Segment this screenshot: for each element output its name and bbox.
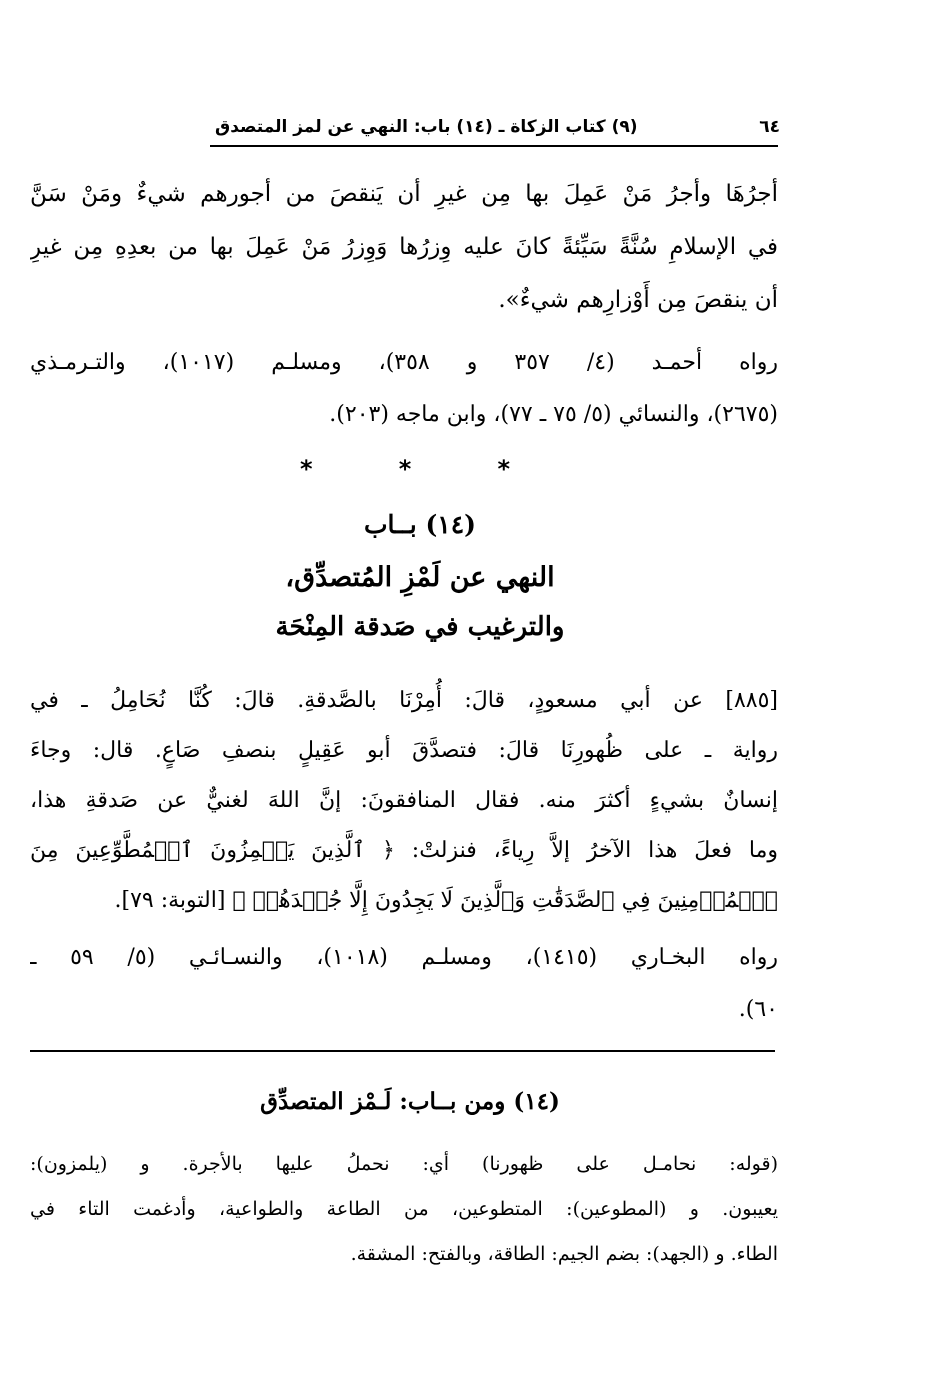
source-citation-2	[30, 932, 778, 1036]
citation-line: رواه أحمـد (٤/ ٣٥٧ و ٣٥٨)، ومسلـم (١٠١٧)، والتـرمـذي	[30, 350, 778, 375]
source-citation-1	[30, 337, 778, 441]
hadith-continuation	[30, 168, 778, 327]
footnote-commentary	[30, 1142, 778, 1277]
citation-line: رواه البخـاري (١٤١٥)، ومسلـم (١٠١٨)، والنسـائـي (٥/ ٥٩ ـ	[30, 945, 778, 970]
footnote-line: الطاء. و (الجهد): بضم الجيم: الطاقة، وبالفتح: المشقة.	[350, 1243, 778, 1265]
running-header	[215, 110, 780, 144]
text-line: إنسانٌ بشيءٍ أكثرَ منه. فقال المنافقونَ: إنَّ اللهَ لغنيٌّ عن صَدقةِ هذا،	[30, 788, 778, 813]
running-title: (٩) كتاب الزكاة ـ (١٤) باب: النهي عن لمز المتصدق	[215, 117, 638, 137]
text-line: أن ينقصَ مِن أَوْزارِهم شيءٌ».	[498, 287, 778, 313]
star-glyph: *	[497, 455, 510, 483]
footnote-line: (قوله: نحامـل على ظهورنا) أي: نحملُ عليها بالأجرة. و (يلمزون):	[30, 1153, 778, 1175]
citation-line: (٢٦٧٥)، والنسائي (٥/ ٧٥ ـ ٧٧)، وابن ماجه (٢٠٣).	[329, 402, 778, 427]
text-line-quran: وما فعلَ هذا الآخرُ إلاَّ رِياءً، فنزلتْ: ﴿ ٱلَّذِينَ يَلۡمِزُونَ ٱلۡمُطَّوِّعِينَ مِنَ	[30, 838, 778, 863]
citation-line: ٦٠).	[738, 997, 778, 1022]
chapter-title-line-2: والترغيب في صَدقة المِنْحَة	[275, 612, 565, 642]
text-line: أجرُهَا وأجرُ مَنْ عَمِلَ بها مِن غيرِ أن يَنقصَ من أجورهم شيءٌ ومَنْ سَنَّ	[30, 181, 778, 207]
text-line: [٨٨٥] عن أبي مسعودٍ، قالَ: أُمِرْنَا بالصَّدقةِ. قالَ: كُنَّا نُحَامِلُ ـ في	[30, 688, 778, 713]
text-line: في الإسلامِ سُنَّةً سَيِّئةً كانَ عليه وِزرُها وَوِزرُ مَنْ عَمِلَ بها من بعدِهِ مِن غيرِ	[30, 234, 778, 260]
star-glyph: *	[398, 455, 412, 483]
star-glyph: *	[300, 455, 313, 483]
page-number: ٦٤	[759, 117, 780, 137]
header-divider	[210, 145, 778, 147]
chapter-number: (١٤) بــاب	[364, 510, 476, 539]
section-separator-stars	[300, 455, 510, 485]
hadith-885	[30, 676, 778, 926]
footnote-line: يعيبون. و (المطوعين): المتطوعين، من الطاعة والطواعية، وأدغمت التاء في	[30, 1198, 778, 1220]
footnote-title: (١٤) ومن بــاب: لَـمْز المتصدِّق	[260, 1088, 560, 1115]
text-line: رواية ـ على ظُهورِنَا قالَ: فتصدَّقَ أبو عَقِيلٍ بنصفِ صَاعٍ. قال: وجاءَ	[30, 738, 778, 763]
text-line-quran: ٱلۡمُؤۡمِنِينَ فِي ٱلصَّدَقَٰتِ وَٱلَّذِينَ لَا يَجِدُونَ إِلَّا جُهۡدَهُمۡ ﴾ [التوبة: ٧٩].	[114, 888, 778, 913]
footnote-divider	[30, 1050, 775, 1052]
chapter-title-line-1: النهي عن لَمْزِ المُتصدِّق،	[285, 562, 555, 593]
